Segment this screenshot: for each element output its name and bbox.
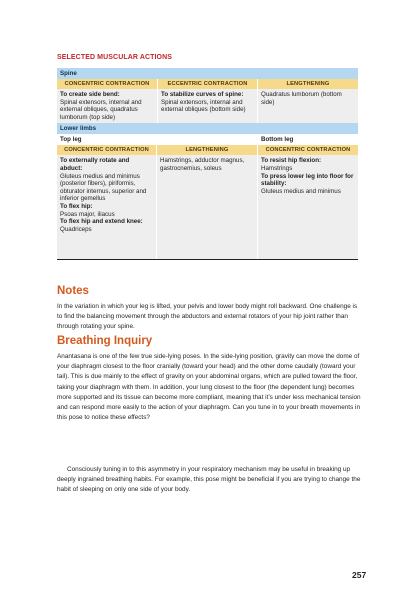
cell-text: Quadriceps [60,225,92,233]
cell-text: Spinal extensors, internal and external obliques, quadratus lumborum (top side) [60,98,142,121]
spine-body-row [57,89,358,123]
lower-limbs-body-row [57,155,358,259]
breathing-paragraph-2: Consciously tuning in to this asymmetry in your respiratory mechanism may be useful in breaking up deeply ingrained breathing habits. For example, this pose might be beneficial if you are trying to change the habit of sleeping on only one side of your body. [57,466,361,494]
spine-header-eccentric: ECCENTRIC CONTRACTION [158,79,258,89]
lower-header-lengthening: LENGTHENING [157,145,258,155]
cell-text: Quadratus lumborum (bottom side) [261,91,342,106]
table-bottom-rule [57,259,358,260]
spine-cell-eccentric [158,89,258,123]
lower-header-concentric-bottom: CONCENTRIC CONTRACTION [258,145,358,155]
spine-header-lengthening: LENGTHENING [258,79,358,89]
breathing-inquiry-heading: Breathing Inquiry [57,335,153,347]
spine-cell-concentric [57,89,158,123]
notes-paragraph: In the variation in which your leg is lifted, your pelvis and lower body might roll backward. One challenge is to find the balancing movement through the abductors and external rotators of your hip joint rather than through rotating your spine. [57,303,358,331]
cell-title: To resist hip flexion: [261,157,322,165]
cell-text: Gluteus medius and minimus (posterior fibers), piriformis, obturator internus, superior and inferior gemellus [60,172,147,203]
page-number: 257 [352,570,367,580]
lower-limbs-band: Lower limbs [57,123,358,134]
spine-header-concentric: CONCENTRIC CONTRACTION [57,79,158,89]
bottom-leg-label: Bottom leg [258,134,358,145]
cell-text: Spinal extensors, internal and external obliques (bottom side) [161,98,246,114]
leg-label-row [57,134,358,145]
notes-heading: Notes [57,285,89,297]
muscular-actions-table [57,68,358,260]
spine-header-row [57,79,358,89]
top-leg-label: Top leg [57,134,258,145]
cell-text: Psoas major, iliacus [60,210,115,218]
table-heading: SELECTED MUSCULAR ACTIONS [57,54,173,61]
lower-header-concentric-top: CONCENTRIC CONTRACTION [57,145,157,155]
cell-title: To flex hip and extend knee: [60,218,143,226]
lower-cell-concentric-bottom [258,155,358,259]
breathing-paragraph-1: Anantasana is one of the few true side-lying poses. In the side-lying position, gravity can move the dome of your diaphragm closest to the floor cranially (toward your head) and the other dome caudally (toward your tail). This is due mainly to the effect of gravity on your abdominal organs, which are pulled toward the floor, taking your diaphragm with them. In addition, your lung closest to the floor (the dependent lung) becomes more supported and its tissue can become more compliant, meaning that it’s under less mechanical tension and can respond more easily to the action of your diaphragm. Can you tune in to your breath movements in this pose to notice these effects? [57,353,361,422]
spine-cell-lengthening [258,89,358,123]
spine-band: Spine [57,68,358,79]
lower-limbs-header-row [57,145,358,155]
cell-title: To create side bend: [60,91,120,98]
cell-text: Gluteus medius and minimus [261,187,341,195]
cell-text: Hamstrings [261,164,293,172]
cell-title: To flex hip: [60,202,93,210]
cell-title: To stabilize curves of spine: [161,91,244,98]
cell-title: To press lower leg into floor for stability: [261,172,354,188]
cell-text: Hamstrings, adductor magnus, gastrocnemius, soleus [160,157,245,172]
lower-cell-lengthening [157,155,258,259]
lower-cell-concentric-top [57,155,157,259]
cell-title: To externally rotate and abduct: [60,157,130,172]
